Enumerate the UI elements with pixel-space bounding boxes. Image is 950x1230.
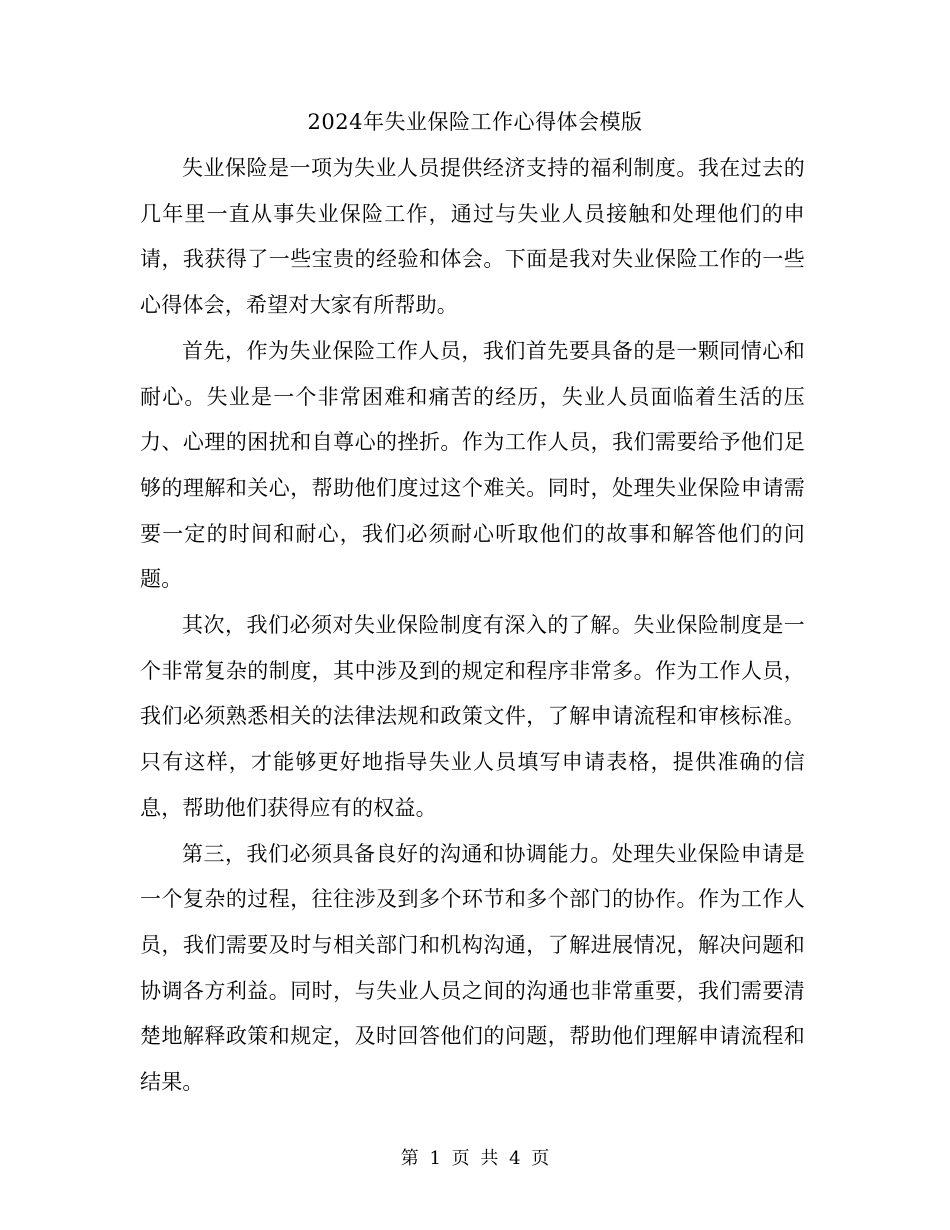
paragraph-first: 首先，作为失业保险工作人员，我们首先要具备的是一颗同情心和耐心。失业是一个非常困难和痛苦的经历，失业人员面临着生活的压力、心理的困扰和自尊心的挫折。作为工作人员，我们需要给予他们足够的理解和关心，帮助他们度过这个难关。同时，处理失业保险申请需要一定的时间和耐心，我们必须耐心听取他们的故事和解答他们的问题。 xyxy=(140,338,805,592)
paragraph-second: 其次，我们必须对失业保险制度有深入的了解。失业保险制度是一个非常复杂的制度，其中涉及到的规定和程序非常多。作为工作人员，我们必须熟悉相关的法律法规和政策文件，了解申请流程和审核标准。只有这样，才能够更好地指导失业人员填写申请表格，提供准确的信息，帮助他们获得应有的权益。 xyxy=(140,613,805,820)
paragraph-third: 第三，我们必须具备良好的沟通和协调能力。处理失业保险申请是一个复杂的过程，往往涉及到多个环节和多个部门的协作。作为工作人员，我们需要及时与相关部门和机构沟通，了解进展情况，解决问题和协调各方利益。同时，与失业人员之间的沟通也非常重要，我们需要清楚地解释政策和规定，及时回答他们的问题，帮助他们理解申请流程和结果。 xyxy=(140,841,805,1095)
paragraph-intro: 失业保险是一项为失业人员提供经济支持的福利制度。我在过去的几年里一直从事失业保险工作，通过与失业人员接触和处理他们的申请，我获得了一些宝贵的经验和体会。下面是我对失业保险工作的一些心得体会，希望对大家有所帮助。 xyxy=(140,156,805,318)
page-number-footer: 第 1 页 共 4 页 xyxy=(400,1148,550,1169)
document-body xyxy=(140,146,805,1106)
document-title: 2024年失业保险工作心得体会模版 xyxy=(307,110,643,134)
